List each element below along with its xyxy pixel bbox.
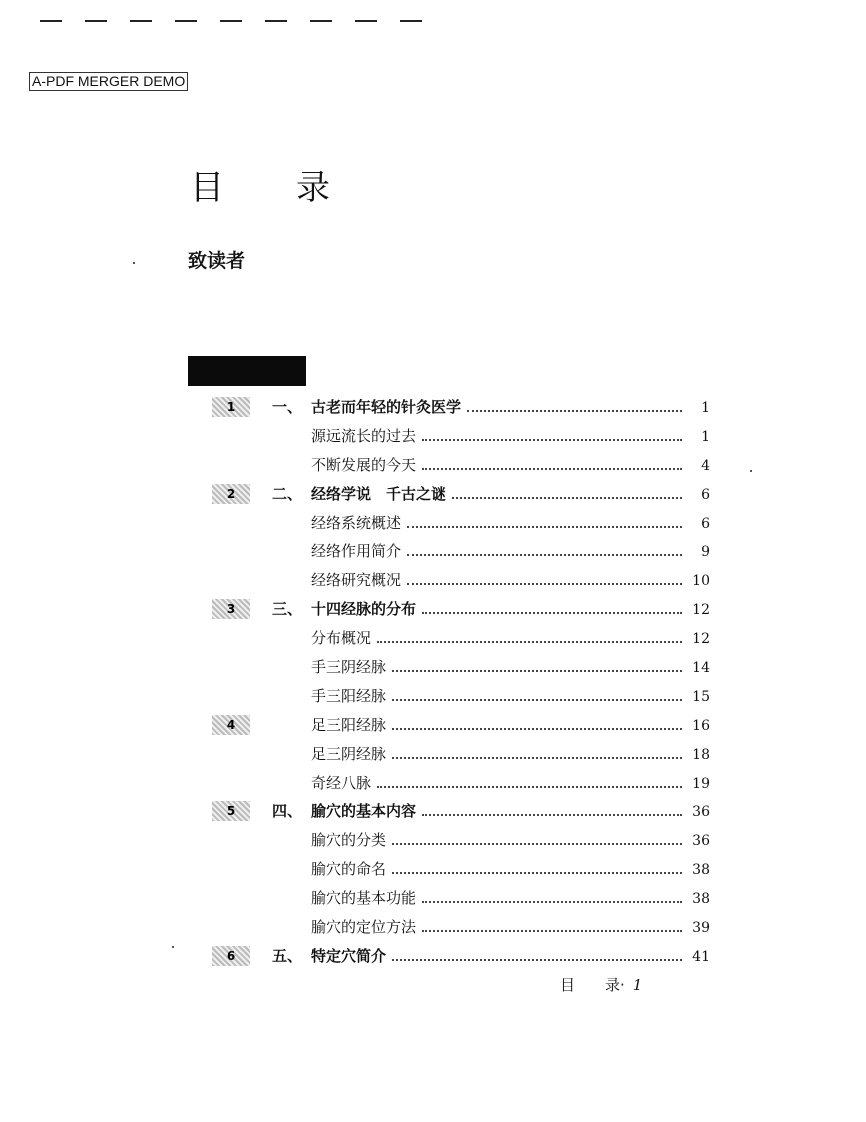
toc-row[interactable] <box>200 854 710 883</box>
toc-row[interactable] <box>200 941 710 970</box>
footer-label: 目 <box>560 976 576 994</box>
toc-entry <box>311 569 710 590</box>
toc-page-number: 6 <box>701 486 710 503</box>
dot-leader <box>422 901 682 903</box>
toc-entry <box>311 540 710 561</box>
header-dash <box>175 20 197 22</box>
toc-page-number: 18 <box>692 746 710 763</box>
dot-leader <box>422 468 682 470</box>
header-dash <box>130 20 152 22</box>
toc-entry-title: 足三阳经脉 <box>311 715 387 734</box>
toc-row[interactable] <box>200 710 710 739</box>
toc-entry <box>311 656 710 677</box>
chapter-number: 一、 <box>272 397 303 416</box>
toc-entry-title: 不断发展的今天 <box>311 455 417 474</box>
dot-leader <box>392 757 682 759</box>
toc-page-number: 16 <box>692 717 710 734</box>
toc-entry <box>311 945 710 966</box>
scan-speck <box>172 946 174 948</box>
chapter-number: 二、 <box>272 484 303 503</box>
toc-entry-title: 经络系统概述 <box>311 513 402 532</box>
toc-entry-title: 经络学说 千古之谜 <box>311 484 447 503</box>
chapter-badge: 5 <box>212 801 250 821</box>
toc-row[interactable] <box>200 739 710 768</box>
page-footer <box>560 974 642 995</box>
toc-row[interactable] <box>200 825 710 854</box>
toc-entry-title: 十四经脉的分布 <box>311 600 417 619</box>
toc-page-number: 6 <box>701 515 710 532</box>
toc-page-number: 19 <box>692 775 710 792</box>
toc-entry <box>311 743 710 764</box>
toc-entry-title: 手三阴经脉 <box>311 657 387 676</box>
toc-page-number: 10 <box>692 573 710 590</box>
toc-page-number: 4 <box>701 457 710 474</box>
header-dash <box>85 20 107 22</box>
toc-row[interactable] <box>200 594 710 623</box>
toc-page-number: 38 <box>692 862 710 879</box>
toc-entry-title: 特定穴简介 <box>311 946 387 965</box>
header-dash <box>400 20 422 22</box>
chapter-badge: 6 <box>212 946 250 966</box>
watermark-label: A-PDF MERGER DEMO <box>29 72 188 91</box>
toc-row[interactable] <box>200 392 710 421</box>
toc-entry-title: 奇经八脉 <box>311 773 372 792</box>
toc-row[interactable] <box>200 796 710 825</box>
toc-entry-title: 腧穴的基本功能 <box>311 889 417 908</box>
dot-leader <box>392 670 682 672</box>
toc-page-number: 1 <box>701 399 710 416</box>
dot-leader <box>422 612 682 614</box>
dot-leader <box>392 843 682 845</box>
preface-heading: 致读者 <box>188 250 246 272</box>
scan-speck <box>133 262 135 264</box>
toc-page-number: 39 <box>692 919 710 936</box>
dot-leader <box>407 583 682 585</box>
dot-leader <box>407 554 682 556</box>
toc-entry <box>311 916 710 937</box>
chapter-badge: 3 <box>212 599 250 619</box>
toc-entry-title: 腧穴的分类 <box>311 831 387 850</box>
toc-page-number: 1 <box>701 428 710 445</box>
dot-leader <box>452 497 682 499</box>
toc-page-number: 38 <box>692 891 710 908</box>
toc-entry-title: 源远流长的过去 <box>311 426 417 445</box>
toc-page-number: 15 <box>692 688 710 705</box>
scan-speck <box>750 470 752 472</box>
toc-entry <box>311 512 710 533</box>
footer-page-number: 1 <box>632 976 643 994</box>
dot-leader <box>467 410 682 412</box>
toc-entry <box>311 772 710 793</box>
toc-page-number: 41 <box>692 948 710 965</box>
header-dash <box>355 20 377 22</box>
toc-entry-title: 腧穴的基本内容 <box>311 802 417 821</box>
toc-page-number: 12 <box>692 602 710 619</box>
toc-row[interactable] <box>200 652 710 681</box>
toc-row[interactable] <box>200 768 710 797</box>
toc-entry <box>311 396 710 417</box>
toc-entry-title: 足三阴经脉 <box>311 744 387 763</box>
toc-entry <box>311 858 710 879</box>
dot-leader <box>377 786 682 788</box>
footer-label-2: 录· <box>605 976 625 994</box>
toc-row[interactable] <box>200 508 710 537</box>
toc-page-number: 36 <box>692 833 710 850</box>
toc-row[interactable] <box>200 565 710 594</box>
page-title: 目录 <box>190 168 402 208</box>
chapter-badge: 2 <box>212 484 250 504</box>
chapter-number: 五、 <box>272 946 303 965</box>
toc-entry <box>311 829 710 850</box>
chapter-badge: 1 <box>212 397 250 417</box>
header-dash <box>310 20 332 22</box>
toc-entry <box>311 425 710 446</box>
header-dash-line <box>40 20 445 22</box>
toc-entry <box>311 598 710 619</box>
header-dash <box>265 20 287 22</box>
toc-page-number: 36 <box>692 804 710 821</box>
toc-row[interactable] <box>200 623 710 652</box>
section-header-block <box>188 356 306 386</box>
chapter-badge: 4 <box>212 715 250 735</box>
toc-entry-title: 古老而年轻的针灸医学 <box>311 397 462 416</box>
toc-entry <box>311 714 710 735</box>
toc-entry-title: 腧穴的命名 <box>311 860 387 879</box>
toc-row[interactable] <box>200 536 710 565</box>
table-of-contents <box>200 392 710 970</box>
toc-page-number: 12 <box>692 631 710 648</box>
toc-entry-title: 手三阳经脉 <box>311 686 387 705</box>
toc-entry <box>311 627 710 648</box>
dot-leader <box>422 930 682 932</box>
toc-entry <box>311 887 710 908</box>
dot-leader <box>392 872 682 874</box>
toc-entry-title: 腧穴的定位方法 <box>311 917 417 936</box>
toc-row[interactable] <box>200 479 710 508</box>
chapter-number: 三、 <box>272 600 303 619</box>
toc-entry-title: 经络作用简介 <box>311 542 402 561</box>
dot-leader <box>422 439 682 441</box>
toc-entry <box>311 454 710 475</box>
dot-leader <box>392 728 682 730</box>
toc-entry <box>311 483 710 504</box>
dot-leader <box>392 699 682 701</box>
toc-row[interactable] <box>200 912 710 941</box>
chapter-number: 四、 <box>272 802 303 821</box>
header-dash <box>220 20 242 22</box>
toc-entry-title: 经络研究概况 <box>311 571 402 590</box>
toc-entry <box>311 685 710 706</box>
header-dash <box>40 20 62 22</box>
toc-page-number: 9 <box>701 544 710 561</box>
toc-page-number: 14 <box>692 659 710 676</box>
toc-entry <box>311 800 710 821</box>
toc-row[interactable] <box>200 450 710 479</box>
dot-leader <box>377 641 682 643</box>
dot-leader <box>392 959 682 961</box>
toc-row[interactable] <box>200 421 710 450</box>
toc-row[interactable] <box>200 681 710 710</box>
toc-row[interactable] <box>200 883 710 912</box>
toc-entry-title: 分布概况 <box>311 629 372 648</box>
dot-leader <box>422 814 682 816</box>
dot-leader <box>407 526 682 528</box>
